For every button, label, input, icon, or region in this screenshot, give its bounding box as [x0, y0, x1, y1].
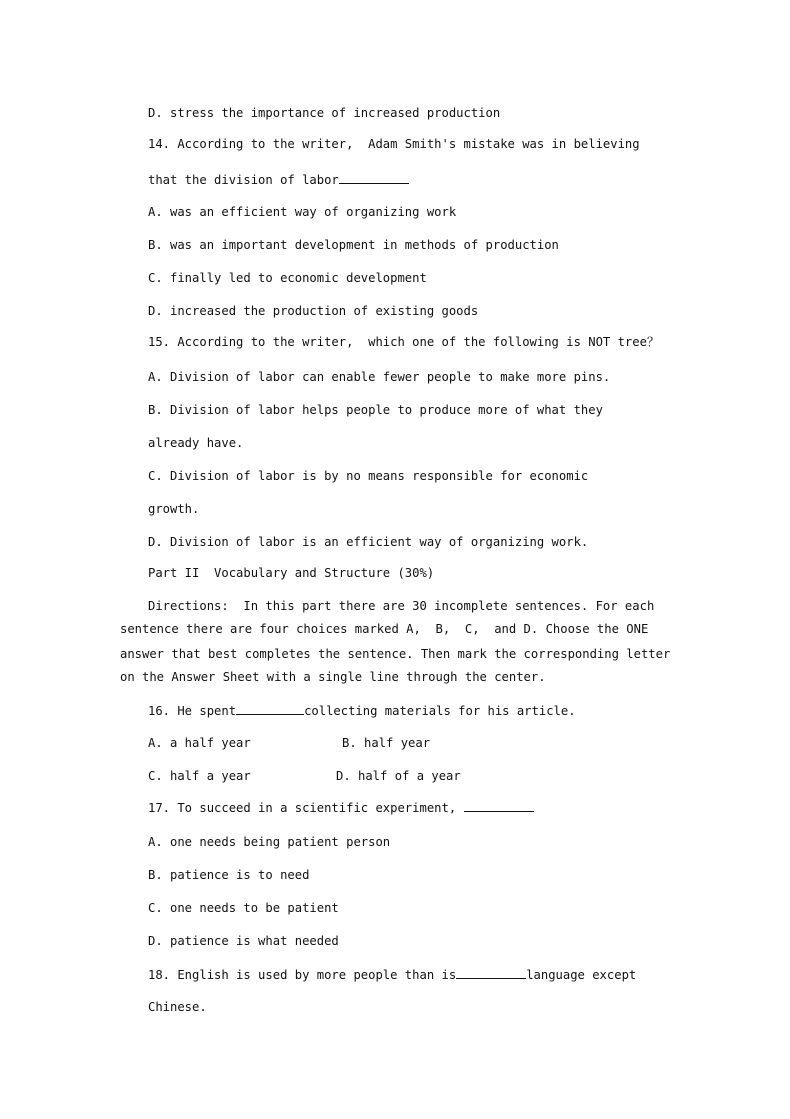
- q14-option-c: C. finally led to economic development: [148, 271, 427, 285]
- q16-stem: [148, 702, 576, 719]
- q16-option-b: B. half year: [342, 736, 431, 750]
- q16-option-c: C. half a year: [148, 769, 251, 783]
- q16-stem-after: collecting materials for his article.: [304, 704, 576, 718]
- answer-blank: [339, 171, 409, 184]
- q18-stem-line1: [148, 966, 636, 983]
- q14-option-d: D. increased the production of existing goods: [148, 304, 479, 318]
- q14-stem-line1: 14. According to the writer, Adam Smith's mistake was in believing: [148, 137, 640, 151]
- q18-stem-after: language except: [526, 968, 637, 982]
- q17-option-d: D. patience is what needed: [148, 934, 339, 948]
- answer-blank: [236, 702, 304, 715]
- directions-line3: answer that best completes the sentence. Then mark the corresponding letter: [120, 647, 671, 661]
- q15-option-b-line1: B. Division of labor helps people to produce more of what they: [148, 403, 603, 417]
- directions-line1: Directions: In this part there are 30 incomplete sentences. For each: [148, 599, 655, 613]
- q16-stem-before: 16. He spent: [148, 704, 237, 718]
- q16-option-a: A. a half year: [148, 736, 251, 750]
- part2-heading: Part II Vocabulary and Structure (30%): [148, 566, 435, 580]
- q18-stem-before: 18. English is used by more people than is: [148, 968, 457, 982]
- q15-option-b-line2: already have.: [148, 436, 244, 450]
- q14-option-b: B. was an important development in methods of production: [148, 238, 559, 252]
- answer-blank: [464, 799, 534, 812]
- q15-option-c-line2: growth.: [148, 502, 200, 516]
- q17-option-a: A. one needs being patient person: [148, 835, 391, 849]
- directions-line4: on the Answer Sheet with a single line through the center.: [120, 670, 546, 684]
- q15-option-d: D. Division of labor is an efficient way of organizing work.: [148, 535, 589, 549]
- q17-option-b: B. patience is to need: [148, 868, 310, 882]
- q14-stem-line2: [148, 171, 409, 188]
- q14-option-a: A. was an efficient way of organizing work: [148, 205, 457, 219]
- q13-option-d: D. stress the importance of increased production: [148, 106, 501, 120]
- q17-stem: [148, 799, 534, 816]
- q17-stem-text: 17. To succeed in a scientific experiment,: [148, 801, 464, 815]
- q15-stem: 15. According to the writer, which one of the following is NOT tree？: [148, 335, 660, 349]
- answer-blank: [456, 966, 526, 979]
- q14-stem-text: that the division of labor: [148, 173, 339, 187]
- q15-option-a: A. Division of labor can enable fewer people to make more pins.: [148, 370, 611, 384]
- q18-stem-line2: Chinese.: [148, 1000, 207, 1014]
- q16-option-d: D. half of a year: [336, 769, 461, 783]
- directions-line2: sentence there are four choices marked A, B, C, and D. Choose the ONE: [120, 622, 649, 636]
- q17-option-c: C. one needs to be patient: [148, 901, 339, 915]
- q15-option-c-line1: C. Division of labor is by no means responsible for economic: [148, 469, 589, 483]
